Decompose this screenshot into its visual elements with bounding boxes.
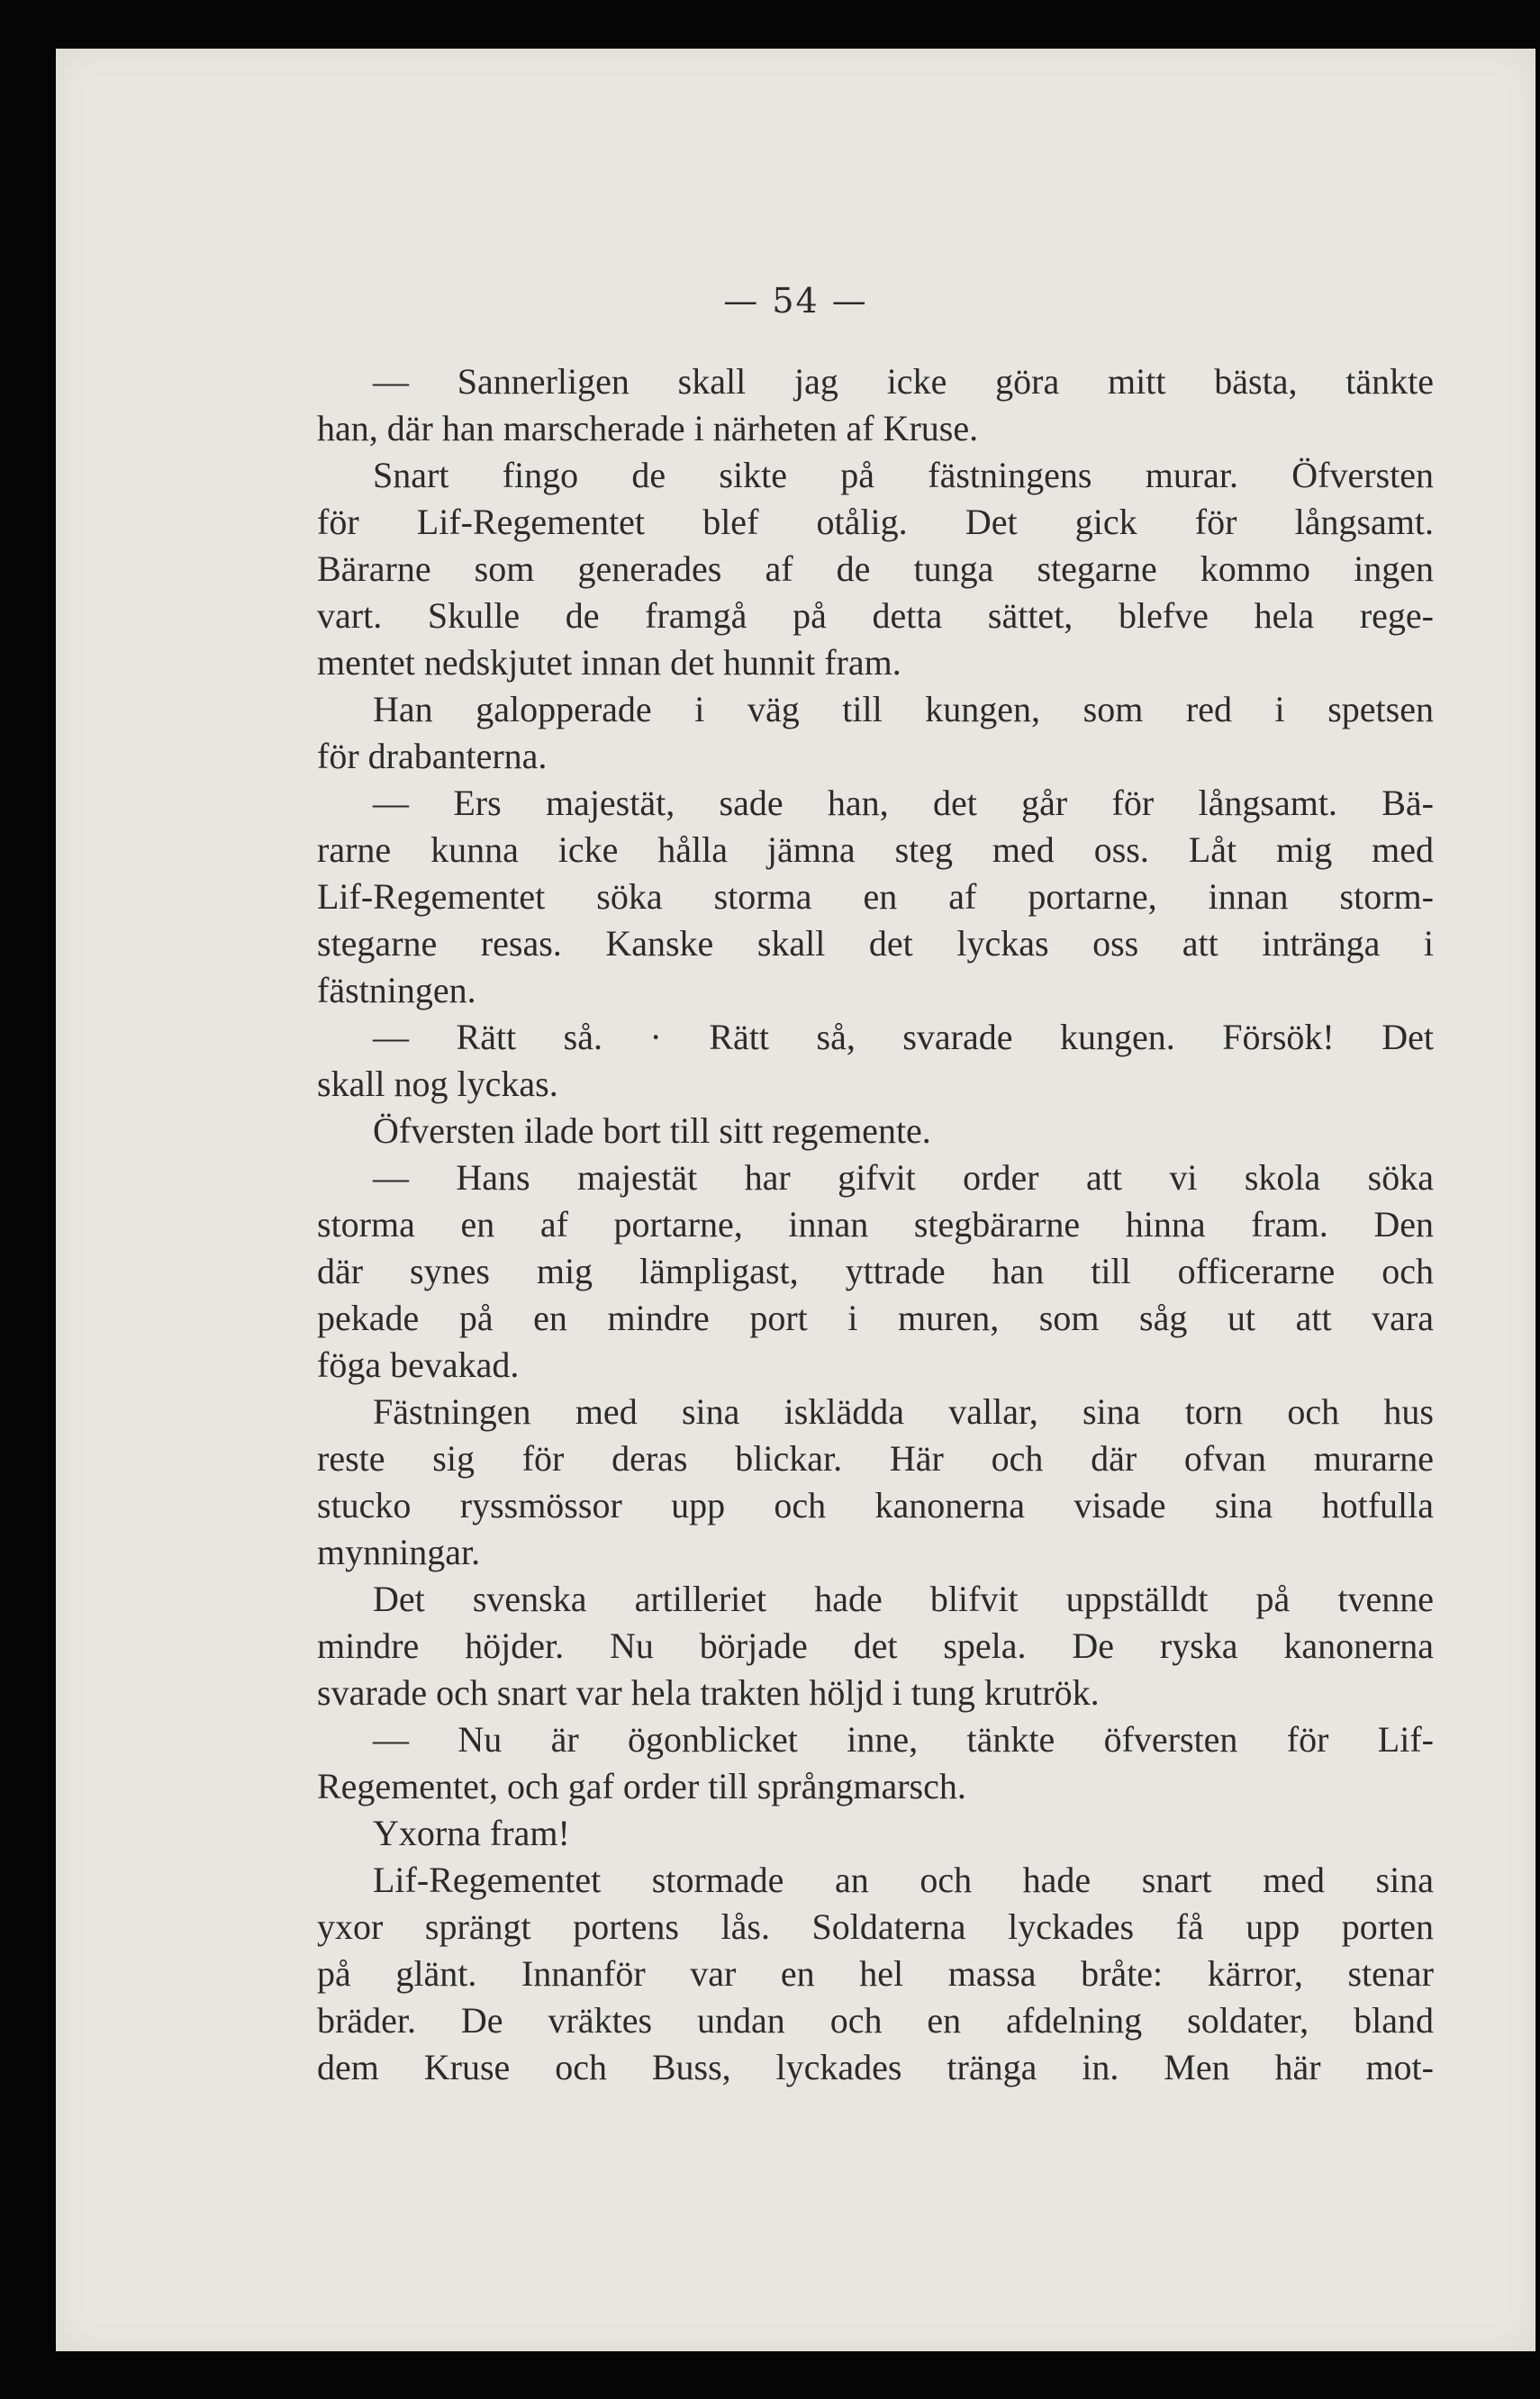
- text-line: Yxorna fram!: [373, 1813, 570, 1853]
- text-line: dem Kruse och Buss, lyckades tränga in. Men här mot-: [317, 2047, 1434, 2087]
- text-line: Lif-Regementet söka storma en af portarne, innan storm-: [317, 876, 1434, 917]
- text-line: rarne kunna icke hålla jämna steg med oss. Låt mig med: [317, 829, 1434, 870]
- text-line: mentet nedskjutet innan det hunnit fram.: [317, 642, 901, 683]
- book-page: [56, 49, 1535, 2351]
- text-line: på glänt. Innanför var en hel massa bråte: kärror, stenar: [317, 1953, 1434, 1994]
- text-line: skall nog lyckas.: [317, 1064, 558, 1104]
- text-line: vart. Skulle de framgå på detta sättet, blefve hela rege-: [317, 595, 1434, 636]
- text-line: för Lif-Regementet blef otålig. Det gick för långsamt.: [317, 502, 1434, 542]
- text-line: fästningen.: [317, 970, 476, 1010]
- text-line: yxor sprängt portens lås. Soldaterna lyckades få upp porten: [317, 1906, 1434, 1947]
- text-line: föga bevakad.: [317, 1344, 520, 1385]
- text-line: svarade och snart var hela trakten höljd i tung krutrök.: [317, 1672, 1100, 1713]
- text-line: Det svenska artilleriet hade blifvit uppställdt på tvenne: [373, 1579, 1434, 1619]
- text-line: Han galopperade i väg till kungen, som red i spetsen: [373, 689, 1434, 729]
- text-line: stegarne resas. Kanske skall det lyckas oss att intränga i: [317, 923, 1434, 964]
- text-line: — Ers majestät, sade han, det går för långsamt. Bä-: [373, 783, 1434, 823]
- text-line: Lif-Regementet stormade an och hade snart med sina: [373, 1860, 1434, 1900]
- text-line: Fästningen med sina isklädda vallar, sina torn och hus: [373, 1391, 1434, 1432]
- text-line: — Hans majestät har gifvit order att vi skola söka: [373, 1157, 1434, 1198]
- text-line: — Nu är ögonblicket inne, tänkte öfversten för Lif-: [373, 1719, 1434, 1760]
- page-number: — 54 —: [723, 281, 868, 321]
- text-line: storma en af portarne, innan stegbärarne hinna fram. Den: [317, 1204, 1434, 1245]
- text-line: mynningar.: [317, 1532, 481, 1572]
- text-line: — Rätt så. · Rätt så, svarade kungen. Försök! Det: [373, 1017, 1434, 1057]
- text-line: Regementet, och gaf order till språngmarsch.: [317, 1766, 966, 1806]
- text-line: pekade på en mindre port i muren, som såg ut att vara: [317, 1298, 1434, 1338]
- text-line: han, där han marscherade i närheten af Kruse.: [317, 408, 979, 448]
- body-text: [317, 358, 1434, 2091]
- text-line: där synes mig lämpligast, yttrade han till officerarne och: [317, 1251, 1434, 1291]
- text-line: Snart fingo de sikte på fästningens murar. Öfversten: [373, 455, 1434, 495]
- text-line: för drabanterna.: [317, 736, 548, 776]
- text-line: Bärarne som generades af de tunga stegarne kommo ingen: [317, 548, 1434, 589]
- text-line: Öfversten ilade bort till sitt regemente.: [373, 1110, 931, 1151]
- text-line: stucko ryssmössor upp och kanonerna visade sina hotfulla: [317, 1485, 1434, 1525]
- text-line: bräder. De vräktes undan och en afdelning soldater, bland: [317, 2000, 1434, 2041]
- text-line: reste sig för deras blickar. Här och där ofvan murarne: [317, 1438, 1434, 1479]
- text-line: mindre höjder. Nu började det spela. De ryska kanonerna: [317, 1625, 1434, 1666]
- text-line: — Sannerligen skall jag icke göra mitt bästa, tänkte: [373, 361, 1434, 402]
